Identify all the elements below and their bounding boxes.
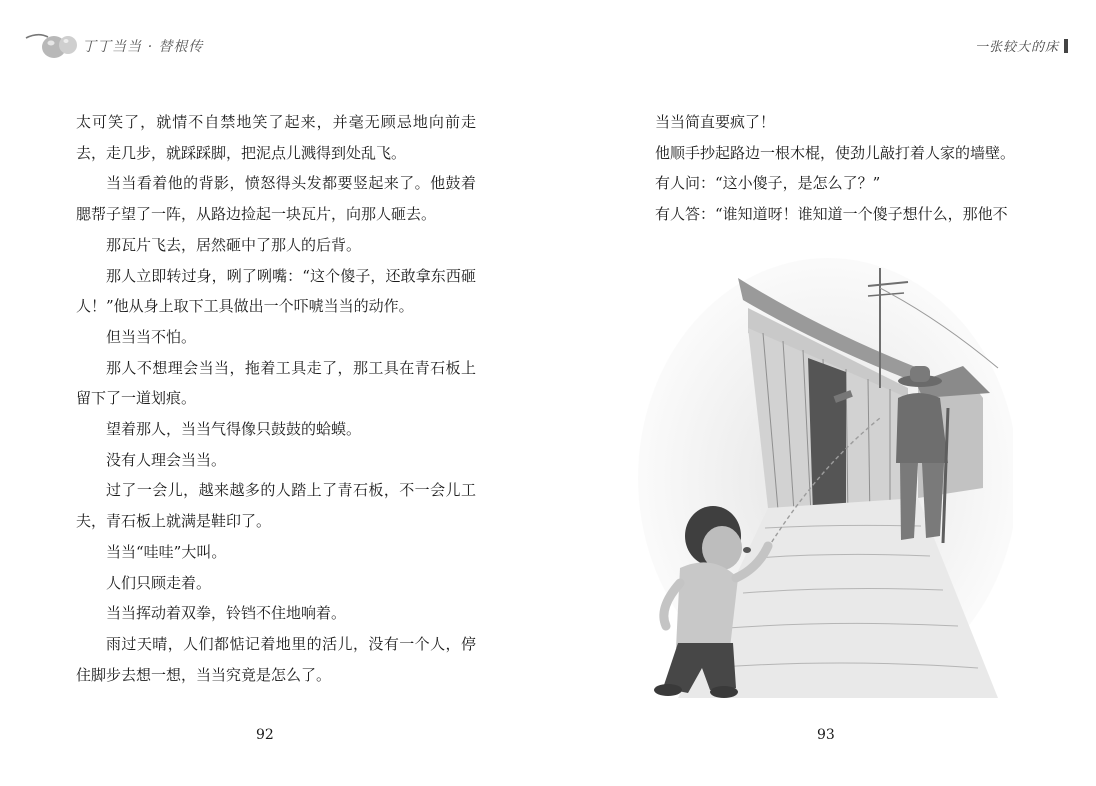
running-header-left — [24, 28, 203, 64]
paragraph: 当当挥动着双拳，铃铛不住地响着。 — [106, 604, 347, 623]
page-number-right: 93 — [817, 727, 835, 743]
street-scene-illustration — [618, 248, 1013, 700]
page-number-left: 92 — [256, 727, 274, 743]
paragraph: 当当“哇哇”大叫。 — [106, 542, 227, 561]
running-header-right — [975, 36, 1068, 55]
paragraph: 没有人理会当当。 — [106, 450, 227, 469]
paragraph: 他顺手抄起路边一根木棍，使劲儿敲打着人家的墙壁。 — [655, 143, 1016, 162]
paragraph: 人们只顾走着。 — [106, 573, 212, 592]
paragraph: 有人问：“这小傻子，是怎么了？” — [655, 174, 881, 193]
paragraph: 有人答：“谁知道呀！谁知道一个傻子想什么，那他不 — [655, 205, 1008, 224]
series-title: 丁丁当当 · 替根传 — [82, 39, 204, 55]
paragraph: 那瓦片飞去，居然砸中了那人的后背。 — [106, 235, 362, 254]
paragraph: 望着那人，当当气得像只鼓鼓的蛤蟆。 — [106, 420, 362, 439]
right-page-text — [655, 107, 1035, 230]
paragraph: 雨过天晴，人们都惦记着地里的活儿，没有一个人，停住脚步去想一想，当当究竟是怎么了。 — [76, 634, 476, 684]
header-bar — [1064, 39, 1068, 53]
chapter-title: 一张较大的床 — [974, 40, 1059, 55]
paragraph: 当当简直要疯了！ — [655, 113, 776, 131]
paragraph: 当当看着他的背影，愤怒得头发都要竖起来了。他鼓着腮帮子望了一阵，从路边捡起一块瓦片，向那人砸去。 — [76, 174, 476, 224]
paragraph: 那人立即转过身，咧了咧嘴：“这个傻子，还敢拿东西砸人！”他从身上取下工具做出一个吓唬当当的动作。 — [76, 266, 476, 316]
gourd-logo-icon — [24, 28, 80, 64]
left-page-text — [76, 107, 476, 690]
paragraph: 但当当不怕。 — [106, 327, 197, 346]
paragraph: 那人不想理会当当，拖着工具走了，那工具在青石板上留下了一道划痕。 — [76, 358, 476, 408]
paragraph: 过了一会儿，越来越多的人踏上了青石板，不一会儿工夫，青石板上就满是鞋印了。 — [76, 481, 476, 531]
paragraph: 太可笑了，就情不自禁地笑了起来，并毫无顾忌地向前走去，走几步，就踩踩脚，把泥点儿溅得到处乱飞。 — [76, 113, 476, 162]
